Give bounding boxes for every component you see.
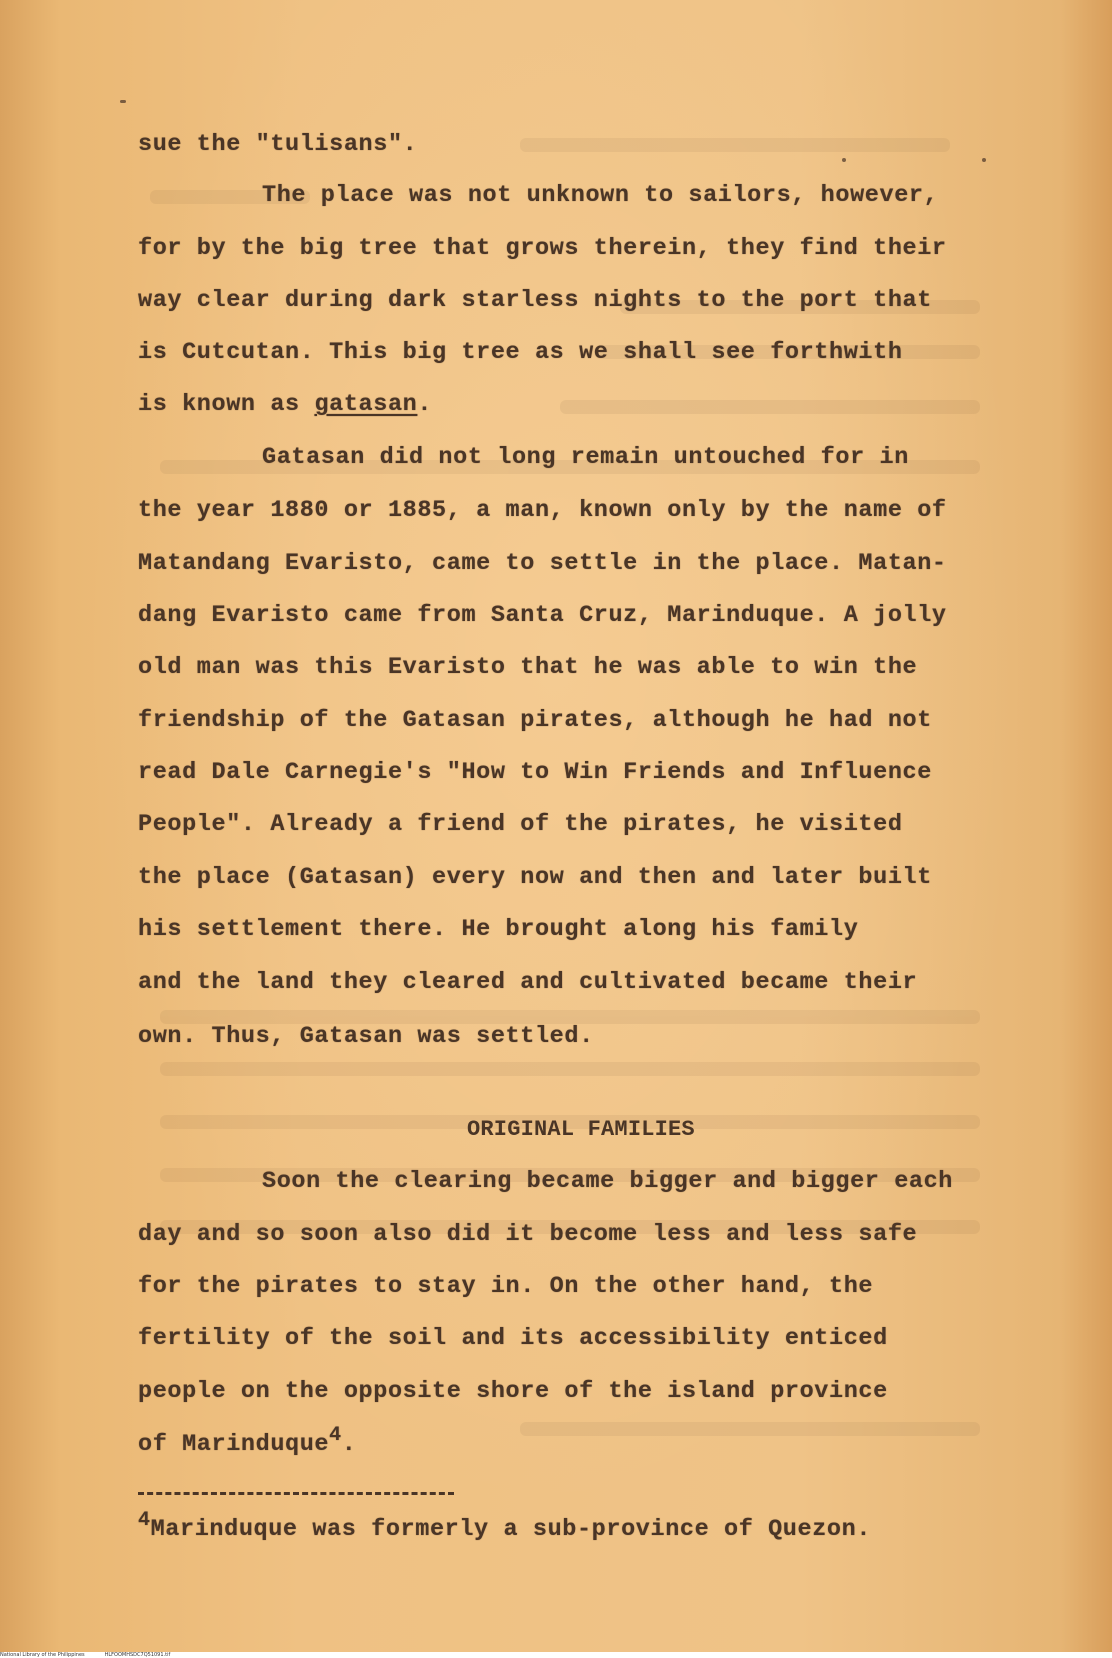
text-line: Soon the clearing became bigger and bigger each	[262, 1168, 954, 1195]
text-line: own. Thus, Gatasan was settled.	[138, 1023, 594, 1050]
text-line: friendship of the Gatasan pirates, although he had not	[138, 707, 932, 734]
paper-speck	[842, 158, 846, 162]
text-line: his settlement there. He brought along his family	[138, 916, 859, 943]
paper-speck	[982, 158, 986, 162]
text-line: the year 1880 or 1885, a man, known only by the name of	[138, 497, 947, 524]
text-line: old man was this Evaristo that he was able to win the	[138, 654, 918, 681]
text-line: way clear during dark starless nights to the port that	[138, 287, 932, 314]
text-line: Gatasan did not long remain untouched for in	[262, 444, 909, 471]
text-line: for the pirates to stay in. On the other hand, the	[138, 1273, 874, 1300]
footnote-text: Marinduque was formerly a sub-province of Quezon.	[150, 1516, 872, 1543]
text-line: sue the "tulisans".	[138, 131, 418, 158]
paper-speck	[120, 100, 126, 103]
text-line: Matandang Evaristo, came to settle in the place. Matan-	[138, 550, 947, 577]
text-line: people on the opposite shore of the island province	[138, 1378, 888, 1405]
text-run: .	[341, 1431, 357, 1458]
text-line	[138, 1424, 357, 1460]
text-line: read Dale Carnegie's "How to Win Friends and Influence	[138, 759, 932, 786]
scan-footer	[0, 1652, 1112, 1658]
text-line	[138, 390, 432, 420]
text-line: for by the big tree that grows therein, they find their	[138, 235, 947, 262]
text-run: .	[417, 391, 433, 418]
underlined-word: gatasan	[314, 391, 418, 418]
text-run: of Marinduque	[138, 1431, 330, 1458]
text-line: People". Already a friend of the pirates, he visited	[138, 811, 903, 838]
footnote	[138, 1509, 872, 1545]
text-run: is known as	[138, 391, 315, 418]
text-line: day and so soon also did it become less and less safe	[138, 1221, 918, 1248]
text-line: The place was not unknown to sailors, however,	[262, 182, 939, 209]
text-line: fertility of the soil and its accessibility enticed	[138, 1325, 888, 1352]
footnote-reference: 4	[329, 1424, 342, 1447]
footnote-marker: 4	[138, 1509, 151, 1532]
text-line: and the land they cleared and cultivated became their	[138, 969, 918, 996]
text-line: the place (Gatasan) every now and then and later built	[138, 864, 932, 891]
text-line: dang Evaristo came from Santa Cruz, Marinduque. A jolly	[138, 602, 947, 629]
footnote-separator	[138, 1492, 454, 1495]
section-heading: ORIGINAL FAMILIES	[467, 1117, 695, 1142]
footer-source: National Library of the Philippines	[0, 1652, 85, 1658]
text-line: is Cutcutan. This big tree as we shall see forthwith	[138, 339, 903, 366]
footer-file: HLFOOMHSDC7Q51091.tif	[104, 1652, 171, 1658]
